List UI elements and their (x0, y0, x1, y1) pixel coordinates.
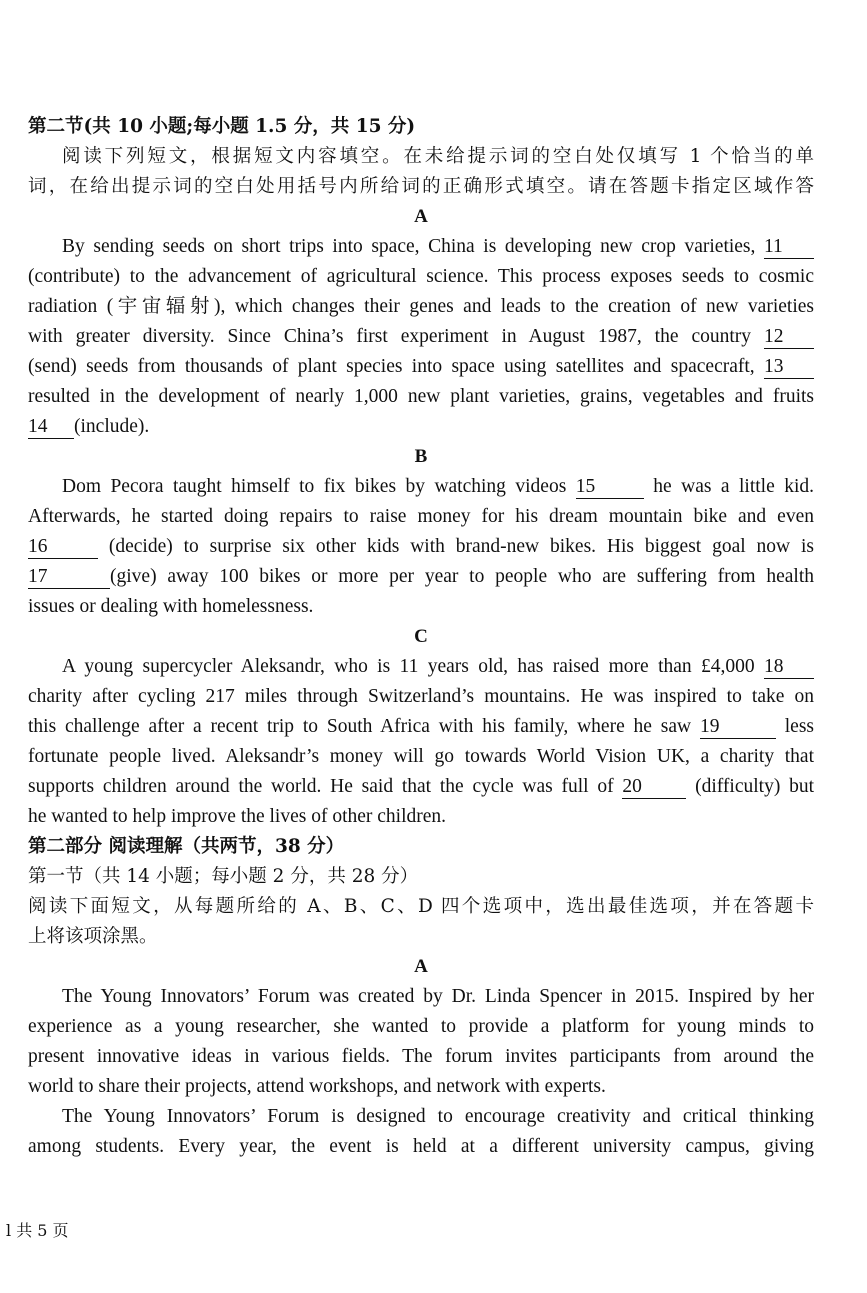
instruction-line: 词，在给出提示词的空白处用括号内所给词的正确形式填空。请在答题卡指定区域作答 (28, 176, 814, 197)
passage-line: present innovative ideas in various fields. The forum invites participants from around the (28, 1046, 814, 1067)
passage-text: this challenge after a recent trip to South Africa with his family, where he saw (28, 716, 692, 737)
answer-blank[interactable]: 14 (28, 416, 74, 439)
passage-line (28, 562, 814, 592)
passage-text: (decide) to surprise six other kids with brand-new bikes. His biggest goal now is (108, 536, 814, 557)
passage-text: with greater diversity. Since China’s first experiment in August 1987, the country (28, 326, 752, 347)
passage-line: charity after cycling 217 miles through Switzerland’s mountains. He was inspired to take on (28, 686, 814, 707)
passage-line (28, 772, 814, 802)
section-heading: 第二节(共 10 小题;每小题 1.5 分，共 15 分) (28, 116, 416, 137)
passage-line: resulted in the development of nearly 1,000 new plant varieties, grains, vegetables and fruits (28, 386, 814, 407)
instruction-line: 阅读下面短文，从每题所给的 A、B、C、D 四个选项中，选出最佳选项，并在答题卡 (28, 896, 814, 917)
passage-text: (send) seeds from thousands of plant species into space using satellites and spacecraft, (28, 356, 755, 377)
passage-letter: A (414, 956, 428, 977)
passage-text: A young supercycler Aleksandr, who is 11 years old, has raised more than £4,000 (62, 656, 755, 677)
answer-blank[interactable]: 20 (622, 776, 686, 799)
passage-text: (difficulty) but (695, 776, 815, 797)
passage-line: issues or dealing with homelessness. (28, 596, 314, 617)
instruction-line: 阅读下列短文，根据短文内容填空。在未给提示词的空白处仅填写 1 个恰当的单 (62, 146, 814, 167)
passage-text: less (784, 716, 815, 737)
passage-text: Dom Pecora taught himself to fix bikes by watching videos (62, 476, 567, 497)
instruction-line: 上将该项涂黑。 (28, 926, 158, 947)
passage-line: radiation (宇宙辐射), which changes their genes and leads to the creation of new varieties (28, 296, 814, 317)
passage-line: experience as a young researcher, she wanted to provide a platform for young minds to (28, 1016, 814, 1037)
passage-line (28, 712, 814, 742)
passage-line: Afterwards, he started doing repairs to raise money for his dream mountain bike and even (28, 506, 814, 527)
answer-blank[interactable]: 17 (28, 566, 110, 589)
passage-line (28, 412, 814, 442)
passage-line: (contribute) to the advancement of agricultural science. This process exposes seeds to cosmic (28, 266, 814, 287)
passage-line: he wanted to help improve the lives of other children. (28, 806, 447, 827)
answer-blank[interactable]: 11 (764, 236, 814, 259)
sub-heading: 第一节（共 14 小题；每小题 2 分，共 28 分） (28, 866, 419, 887)
passage-line (28, 232, 814, 262)
passage-line (28, 652, 814, 682)
page-footer: l 共 5 页 (6, 1221, 69, 1240)
answer-blank[interactable]: 13 (764, 356, 814, 379)
passage-line: among students. Every year, the event is held at a different university campus, giving (28, 1136, 814, 1157)
passage-line (28, 322, 814, 352)
passage-line: The Young Innovators’ Forum was created by Dr. Linda Spencer in 2015. Inspired by her (62, 986, 814, 1007)
exam-page (28, 112, 814, 1162)
passage-letter: C (414, 626, 428, 647)
passage-line (28, 472, 814, 502)
passage-text: supports children around the world. He said that the cycle was full of (28, 776, 614, 797)
answer-blank[interactable]: 16 (28, 536, 98, 559)
passage-text: he was a little kid. (653, 476, 815, 497)
answer-blank[interactable]: 18 (764, 656, 814, 679)
passage-letter: A (414, 206, 428, 227)
passage-line (28, 532, 814, 562)
passage-text: (give) away 100 bikes or more per year to people who are suffering from health (110, 566, 814, 587)
passage-line: The Young Innovators’ Forum is designed to encourage creativity and critical thinking (62, 1106, 814, 1127)
passage-letter: B (414, 446, 428, 467)
passage-text: By sending seeds on short trips into space, China is developing new crop varieties, (62, 236, 756, 257)
part-heading: 第二部分 阅读理解（共两节，38 分） (28, 836, 345, 857)
answer-blank[interactable]: 12 (764, 326, 814, 349)
passage-line (28, 352, 814, 382)
answer-blank[interactable]: 15 (576, 476, 644, 499)
passage-text: (include). (74, 416, 150, 437)
passage-line: world to share their projects, attend workshops, and network with experts. (28, 1076, 606, 1097)
passage-line: fortunate people lived. Aleksandr’s money will go towards World Vision UK, a charity that (28, 746, 814, 767)
answer-blank[interactable]: 19 (700, 716, 776, 739)
